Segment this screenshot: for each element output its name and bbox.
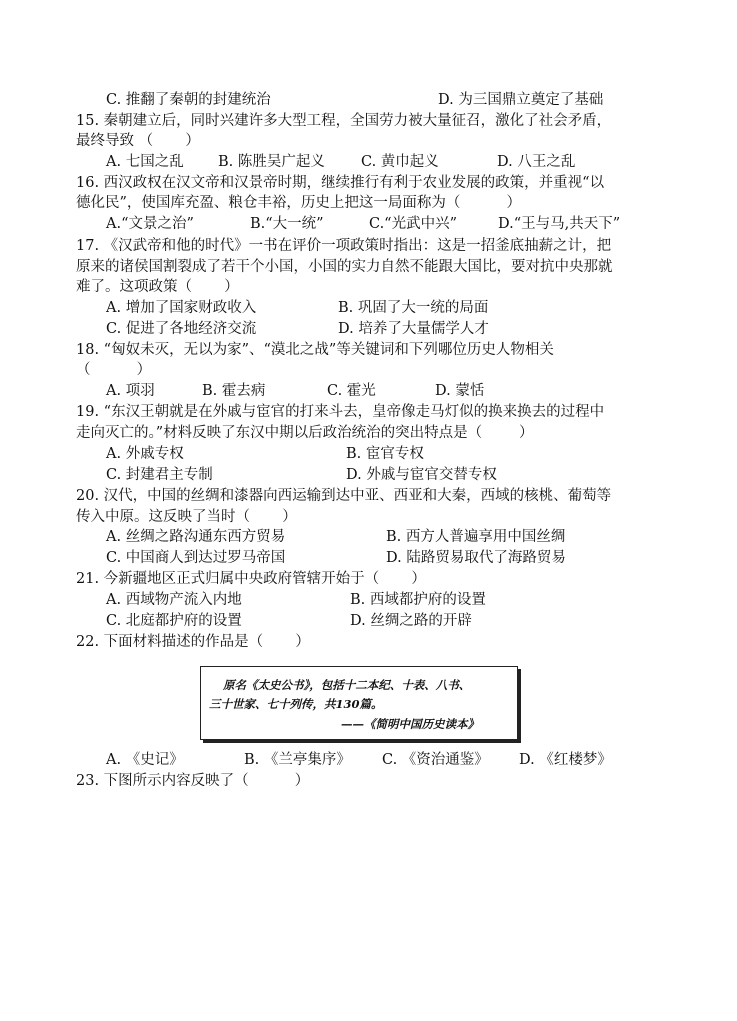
q20-stem-line1: 20. 汉代，中国的丝绸和漆器向西运输到达中亚、西亚和大秦，西域的核桃、葡萄等: [76, 488, 612, 504]
q17-option-c: C. 促进了各地经济交流: [106, 321, 257, 337]
q15-stem-line1: 15. 秦朝建立后，同时兴建许多大型工程，全国劳力被大量征召，激化了社会矛盾，: [76, 113, 612, 129]
q19-option-c: C. 封建君主专制: [106, 467, 213, 483]
q22-quote-line1: 原名《太史公书》，包括十二本纪、十表、八书、: [223, 678, 471, 692]
q19-option-b: B. 宦官专权: [346, 446, 424, 462]
q16-stem-line2: 德化民”，使国库充盈、粮仓丰裕，历史上把这一局面称为（ ）: [76, 195, 522, 211]
q23-stem-line1: 23. 下图所示内容反映了（ ）: [76, 773, 310, 789]
q17-option-a: A. 增加了国家财政收入: [106, 300, 257, 316]
q18-option-d: D. 蒙恬: [435, 383, 485, 399]
q16-option-d: D.“王与马,共天下”: [498, 216, 621, 232]
q22-stem-line1: 22. 下面材料描述的作品是（ ）: [76, 634, 310, 650]
q22-option-d: D. 《红楼梦》: [519, 752, 612, 768]
q19-stem-line1: 19. “东汉王朝就是在外戚与宦官的打来斗去，皇帝像走马灯似的换来换去的过程中: [76, 404, 605, 420]
q16-option-a: A.“文景之治”: [106, 216, 194, 232]
q21-stem-line1: 21. 今新疆地区正式归属中央政府管辖开始于（ ）: [76, 571, 426, 587]
q21-option-b: B. 西域都护府的设置: [350, 592, 486, 608]
q14-option-c: C. 推翻了秦朝的封建统治: [106, 92, 271, 108]
q16-option-b: B.“大一统”: [250, 216, 324, 232]
q20-stem-line2: 传入中原。这反映了当时（ ）: [76, 509, 297, 525]
q20-option-c: C. 中国商人到达过罗马帝国: [106, 550, 286, 566]
q18-option-b: B. 霍去病: [202, 383, 266, 399]
q17-stem-line3: 难了。这项政策（ ）: [76, 279, 239, 295]
q19-option-d: D. 外戚与宦官交替专权: [346, 467, 497, 483]
q18-option-a: A. 项羽: [106, 383, 155, 399]
q22-option-c: C. 《资治通鉴》: [382, 752, 489, 768]
q15-option-d: D. 八王之乱: [497, 154, 576, 170]
q21-option-d: D. 丝绸之路的开辟: [350, 613, 472, 629]
q18-stem-line2: （ ）: [76, 362, 152, 378]
q16-option-c: C.“光武中兴”: [369, 216, 458, 232]
q22-option-b: B. 《兰亭集序》: [244, 752, 351, 768]
q17-stem-line1: 17. 《汉武帝和他的时代》一书在评价一项政策时指出：这是一招釜底抽薪之计，把: [76, 238, 612, 254]
q17-option-b: B. 巩固了大一统的局面: [338, 300, 489, 316]
q14-option-d: D. 为三国鼎立奠定了基础: [438, 92, 604, 108]
q21-option-a: A. 西域物产流入内地: [106, 592, 242, 608]
q16-stem-line1: 16. 西汉政权在汉文帝和汉景帝时期，继续推行有利于农业发展的政策，并重视“以: [76, 175, 605, 191]
q15-stem-line2: 最终导致 （ ）: [76, 133, 200, 149]
q22-option-a: A. 《史记》: [106, 752, 184, 768]
q19-option-a: A. 外戚专权: [106, 446, 184, 462]
q15-option-c: C. 黄巾起义: [361, 154, 439, 170]
q15-option-a: A. 七国之乱: [106, 154, 184, 170]
q17-stem-line2: 原来的诸侯国割裂成了若干个小国，小国的实力自然不能跟大国比，要对抗中央那就: [76, 259, 613, 275]
q18-stem-line1: 18. “匈奴未灭，无以为家”、“漠北之战”等关键词和下列哪位历史人物相关: [76, 342, 554, 358]
q20-option-a: A. 丝绸之路沟通东西方贸易: [106, 529, 286, 545]
q19-stem-line2: 走向灭亡的。”材料反映了东汉中期以后政治统治的突出特点是（ ）: [76, 425, 534, 441]
q20-option-d: D. 陆路贸易取代了海路贸易: [386, 550, 566, 566]
q22-quote-line2: 三十世家、七十列传，共130篇。: [209, 697, 383, 711]
q22-quote-box: [200, 666, 518, 740]
q20-option-b: B. 西方人普遍享用中国丝绸: [386, 529, 566, 545]
q15-option-b: B. 陈胜吴广起义: [218, 154, 325, 170]
q21-option-c: C. 北庭都护府的设置: [106, 613, 242, 629]
q17-option-d: D. 培养了大量儒学人才: [338, 321, 489, 337]
q18-option-c: C. 霍光: [327, 383, 376, 399]
q22-quote-source: ——《简明中国历史读本》: [341, 717, 479, 731]
